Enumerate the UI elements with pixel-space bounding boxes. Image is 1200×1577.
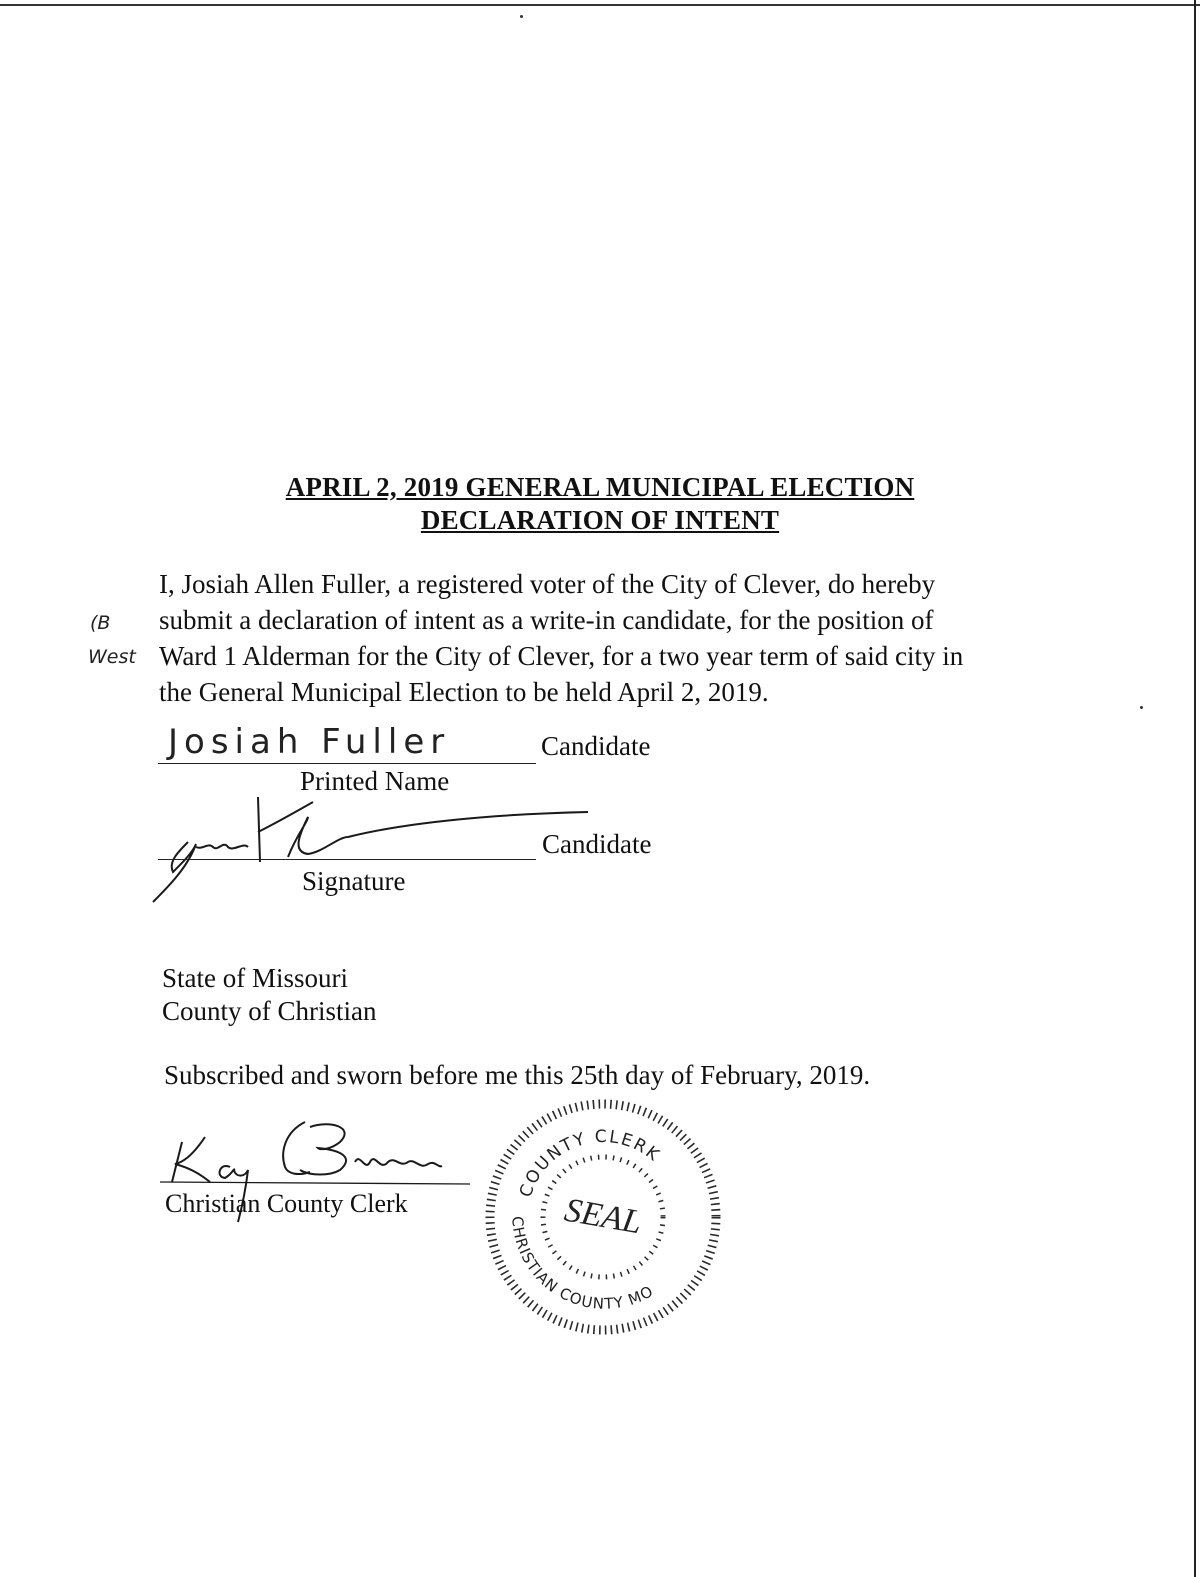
candidate-label-1: Candidate xyxy=(541,731,651,761)
declaration-line: Ward 1 Alderman for the City of Clever, for a two year term of said city in xyxy=(159,641,964,671)
scan-speck xyxy=(520,15,523,18)
printed-name-caption: Printed Name xyxy=(300,766,450,796)
candidate-label-2: Candidate xyxy=(542,829,652,859)
declaration-line: submit a declaration of intent as a write-in candidate, for the position of xyxy=(159,605,934,635)
sworn-statement: Subscribed and sworn before me this 25th day of February, 2019. xyxy=(164,1060,871,1090)
seal-top-text: COUNTY CLERK xyxy=(515,1126,665,1200)
county-clerk-seal xyxy=(483,1097,723,1337)
state-line: State of Missouri xyxy=(162,963,348,993)
signature-line xyxy=(158,859,536,860)
county-line: County of Christian xyxy=(162,996,377,1026)
handwritten-printed-name: Josiah Fuller xyxy=(168,722,451,762)
seal-center-text: SEAL xyxy=(561,1191,645,1242)
svg-text:COUNTY CLERK xyxy=(516,1127,664,1200)
title-line-2: DECLARATION OF INTENT xyxy=(420,505,780,535)
clerk-signature xyxy=(160,1112,470,1242)
title-line-1: APRIL 2, 2019 GENERAL MUNICIPAL ELECTION xyxy=(285,472,915,502)
declaration-paragraph xyxy=(159,566,1039,710)
margin-note-1: (B xyxy=(90,612,111,634)
signature-caption: Signature xyxy=(302,866,406,896)
scan-speck xyxy=(1140,706,1143,709)
scan-top-edge xyxy=(0,4,1200,6)
printed-name-line xyxy=(158,763,536,764)
declaration-line: I, Josiah Allen Fuller, a registered voter of the City of Clever, do hereby xyxy=(159,569,936,599)
margin-note-2: West xyxy=(88,646,136,668)
declaration-line: the General Municipal Election to be held April 2, 2019. xyxy=(159,677,769,707)
seal-bottom-text: CHRISTIAN COUNTY MO xyxy=(508,1215,657,1313)
scan-right-edge xyxy=(1194,0,1196,1577)
clerk-caption: Christian County Clerk xyxy=(165,1189,408,1218)
